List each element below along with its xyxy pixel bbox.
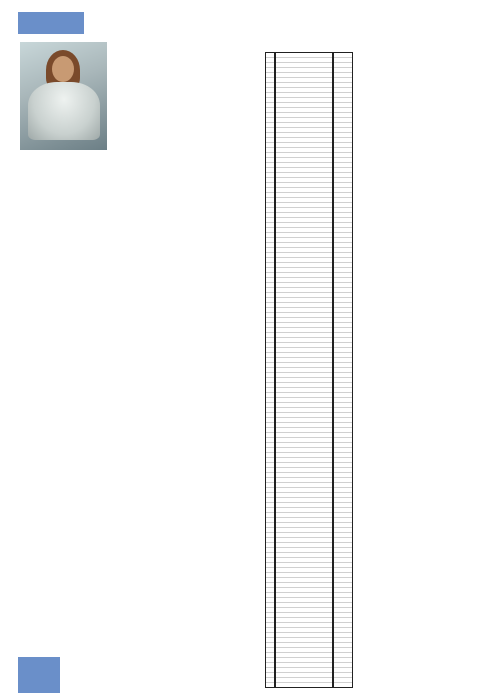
photo-cardigan xyxy=(28,82,100,140)
page-header xyxy=(18,12,264,34)
page-range xyxy=(18,12,84,34)
chart-strip-main xyxy=(275,52,333,688)
photo-face xyxy=(52,56,74,82)
chart-strip-left xyxy=(265,52,275,688)
knitting-chart xyxy=(265,52,353,688)
chart-strip-right xyxy=(333,52,353,688)
page-number xyxy=(18,657,60,693)
model-photo xyxy=(20,42,107,150)
